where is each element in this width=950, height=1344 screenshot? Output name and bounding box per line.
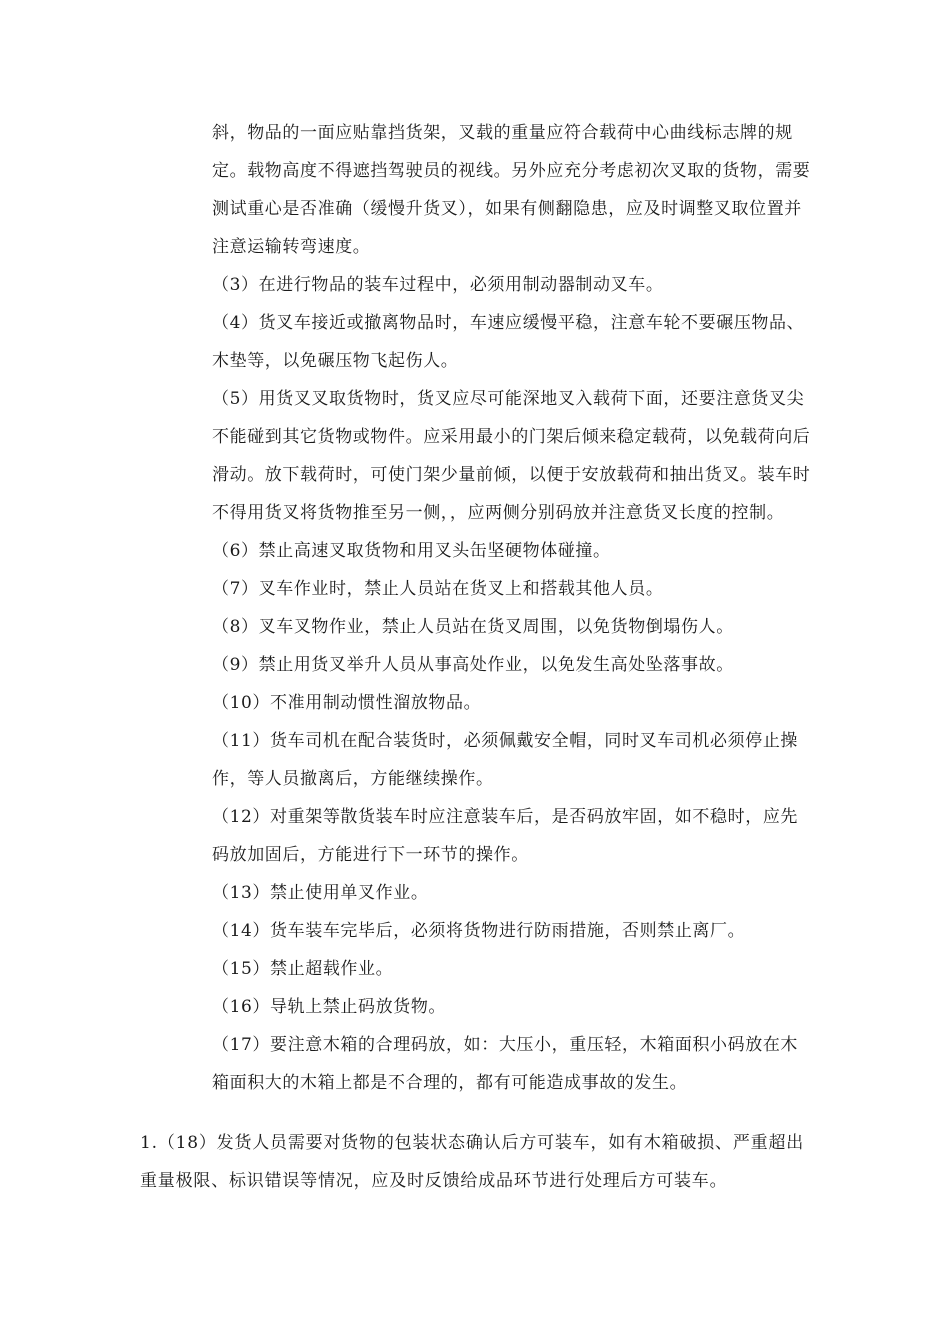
- rule-item-12: （12）对重架等散货装车时应注意装车后，是否码放牢固，如不稳时，应先码放加固后，方能进行下一环节的操作。: [212, 807, 799, 865]
- rule-item-14: （14）货车装车完毕后，必须将货物进行防雨措施，否则禁止离厂。: [212, 921, 746, 941]
- rule-item-15: （15）禁止超载作业。: [212, 959, 394, 979]
- rule-item-4: （4）货叉车接近或撤离物品时，车速应缓慢平稳，注意车轮不要碾压物品、木垫等，以免碾压物飞起伤人。: [212, 313, 805, 371]
- rule-item-10: （10）不准用制动惯性溜放物品。: [212, 693, 482, 713]
- rule-item-5: （5）用货叉叉取货物时，货叉应尽可能深地叉入载荷下面，还要注意货叉尖不能碰到其它货物或物件。应采用最小的门架后倾来稳定载荷，以免载荷向后滑动。放下载荷时，可使门架少量前倾，以便于安放载荷和抽出货叉。装车时不得用货叉将货物推至另一侧，，应两侧分别码放并注意货叉长度的控制。: [212, 389, 811, 523]
- rule-item-9: （9）禁止用货叉举升人员从事高处作业，以免发生高处坠落事故。: [212, 655, 734, 675]
- rule-item-3: （3）在进行物品的装车过程中，必须用制动器制动叉车。: [212, 275, 664, 295]
- rule-item-6: （6）禁止高速叉取货物和用叉头缶坚硬物体碰撞。: [212, 541, 611, 561]
- rule-item-13: （13）禁止使用单叉作业。: [212, 883, 429, 903]
- rule-item-8: （8）叉车叉物作业，禁止人员站在货叉周围，以免货物倒塌伤人。: [212, 617, 734, 637]
- rule-item-7: （7）叉车作业时，禁止人员站在货叉上和搭载其他人员。: [212, 579, 664, 599]
- paragraph-continued: 斜，物品的一面应贴靠挡货架，叉载的重量应符合载荷中心曲线标志牌的规定。载物高度不得遮挡驾驶员的视线。另外应充分考虑初次叉取的货物，需要测试重心是否准确（缓慢升货叉），如果有侧翻隐患，应及时调整叉取位置并注意运输转弯速度。: [212, 123, 811, 257]
- final-rule-block: [140, 1124, 812, 1200]
- rule-item-11: （11）货车司机在配合装货时，必须佩戴安全帽，同时叉车司机必须停止操作，等人员撤离后，方能继续操作。: [212, 731, 799, 789]
- rule-item-17: （17）要注意木箱的合理码放，如：大压小，重压轻，木箱面积小码放在木箱面积大的木箱上都是不合理的，都有可能造成事故的发生。: [212, 1035, 799, 1093]
- rule-item-18: 1.（18）发货人员需要对货物的包装状态确认后方可装车，如有木箱破损、严重超出重量极限、标识错误等情况，应及时反馈给成品环节进行处理后方可装车。: [140, 1133, 805, 1191]
- rules-body: [212, 114, 812, 1102]
- rule-item-16: （16）导轨上禁止码放货物。: [212, 997, 447, 1017]
